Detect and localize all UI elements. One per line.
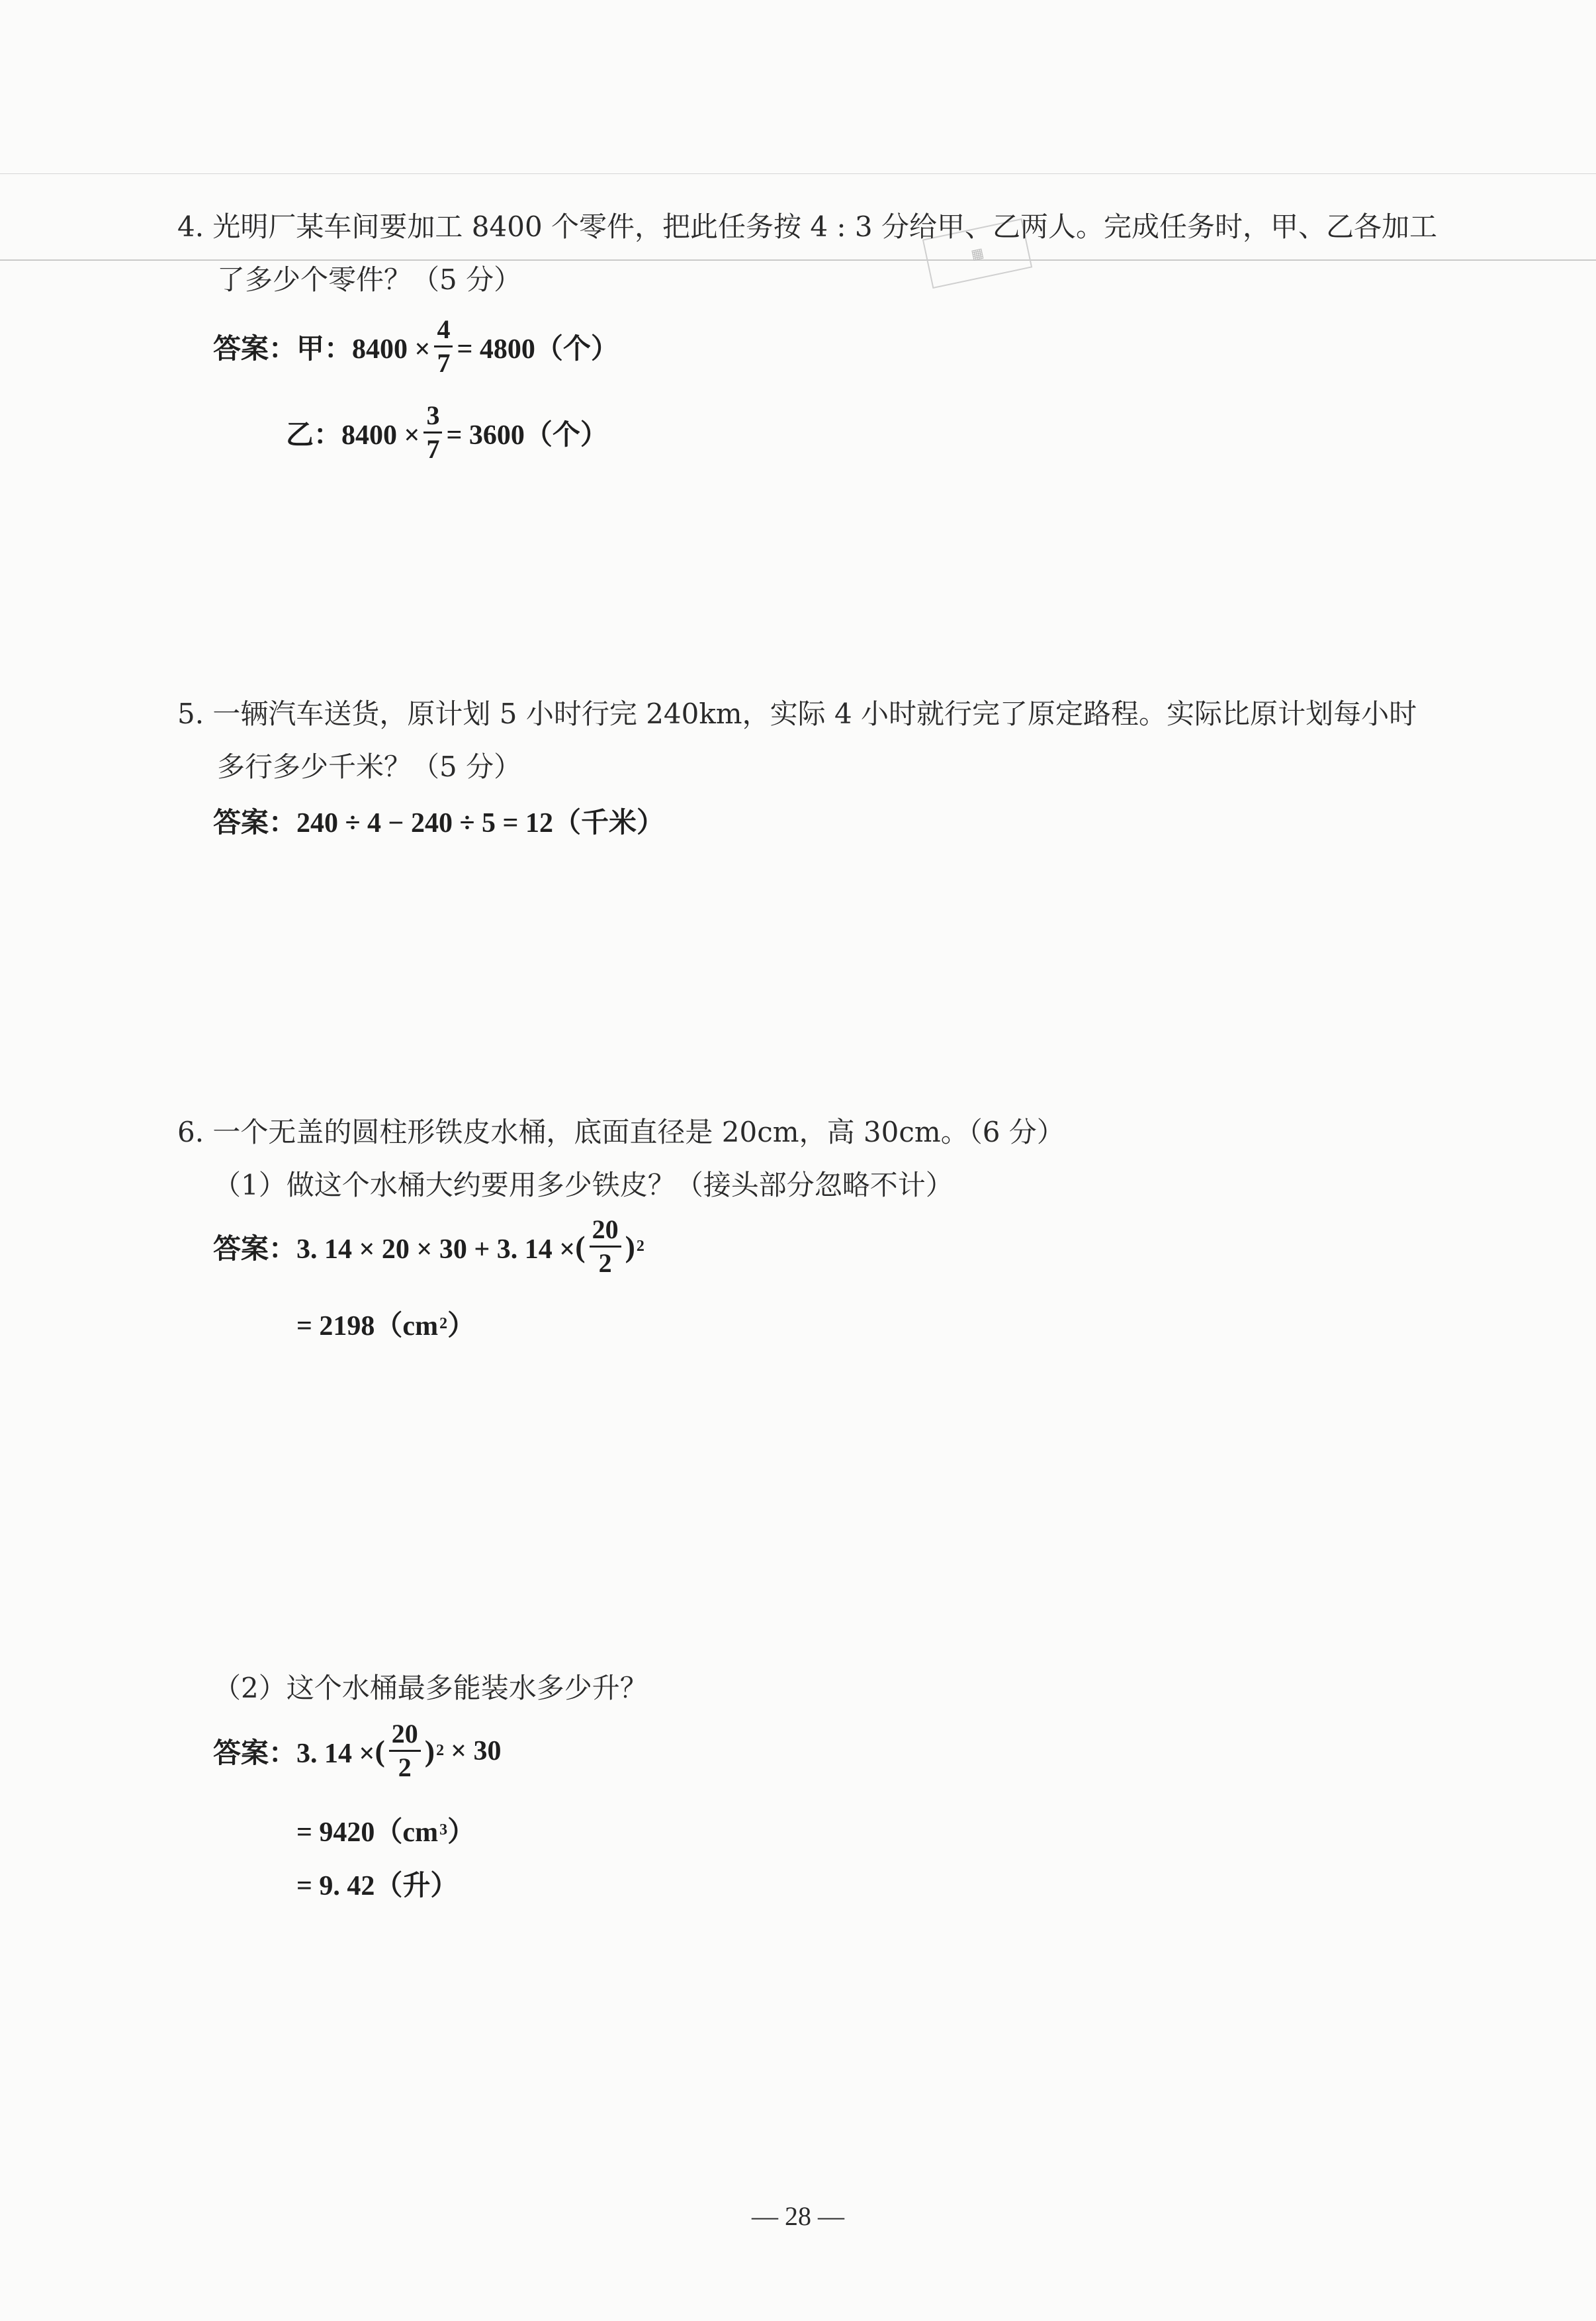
top-rule [0, 173, 1596, 174]
fraction [434, 316, 453, 377]
close-paren: ) [625, 1230, 635, 1263]
result-text: = 2198（cm [296, 1311, 439, 1342]
open-paren: ( [375, 1734, 385, 1768]
fraction [423, 402, 442, 463]
q6-ans2-prefix: 答案：3. 14 × [213, 1738, 375, 1769]
q4-answer-2 [286, 402, 608, 463]
q4-ans2-prefix: 乙：8400 × [286, 420, 420, 451]
fraction-denominator: 7 [426, 434, 440, 464]
page-number: — 28 — [752, 2201, 844, 2231]
q6-answer-1 [213, 1216, 644, 1277]
fraction-denominator: 2 [398, 1752, 412, 1782]
q4-ans1-prefix: 答案：甲：8400 × [213, 334, 431, 365]
exponent: 2 [636, 1238, 644, 1255]
q6-answer-2-result [296, 1810, 475, 1850]
exponent: 3 [439, 1821, 448, 1839]
fraction-numerator: 20 [389, 1721, 421, 1752]
q5-answer: 答案：240 ÷ 4 − 240 ÷ 5 = 12（千米） [213, 808, 664, 839]
stamp-mark: ▦ [922, 218, 1032, 289]
close-paren: ） [447, 1817, 476, 1848]
fraction-numerator: 3 [423, 402, 442, 433]
q6-answer-2 [213, 1721, 502, 1781]
q6-answer-1-result [296, 1304, 475, 1343]
fraction-denominator: 2 [598, 1248, 612, 1278]
q6-answer-2-liters: = 9. 42（升） [296, 1871, 459, 1901]
close-paren: ） [447, 1311, 476, 1342]
q6-ans2-suffix: × 30 [451, 1735, 502, 1766]
header-rule [0, 259, 1596, 261]
result-text: = 9420（cm [296, 1817, 439, 1848]
q4-answer-1 [213, 316, 619, 377]
q5-text-line2: 多行多少千米？（5 分） [217, 751, 522, 783]
q4-ans2-suffix: = 3600（个） [446, 420, 608, 451]
q6-ans1-prefix: 答案：3. 14 × 20 × 30 + 3. 14 × [213, 1234, 576, 1265]
q6-subquestion-2: （2）这个水桶最多能装水多少升？ [213, 1672, 648, 1704]
q6-text-line1: 6. 一个无盖的圆柱形铁皮水桶，底面直径是 20cm，高 30cm。（6 分） [177, 1116, 1065, 1148]
exponent: 2 [439, 1314, 448, 1332]
fraction-numerator: 4 [434, 316, 453, 347]
fraction [590, 1216, 621, 1277]
q4-text-line2: 了多少个零件？（5 分） [217, 263, 522, 296]
q4-text-line1: 4. 光明厂某车间要加工 8400 个零件，把此任务按 4 : 3 分给甲、乙两人。完成任务时，甲、乙各加工 [177, 210, 1438, 243]
fraction-denominator: 7 [437, 348, 451, 378]
open-paren: ( [575, 1230, 586, 1263]
fraction-numerator: 20 [590, 1216, 621, 1248]
exponent: 2 [436, 1742, 445, 1759]
q6-subquestion-1: （1）做这个水桶大约要用多少铁皮？（接头部分忽略不计） [213, 1169, 953, 1201]
close-paren: ) [424, 1734, 435, 1768]
fraction [389, 1721, 421, 1781]
q5-text-line1: 5. 一辆汽车送货，原计划 5 小时行完 240km，实际 4 小时就行完了原定路程。实际比原计划每小时 [177, 698, 1417, 730]
q4-ans1-suffix: = 4800（个） [457, 334, 619, 365]
